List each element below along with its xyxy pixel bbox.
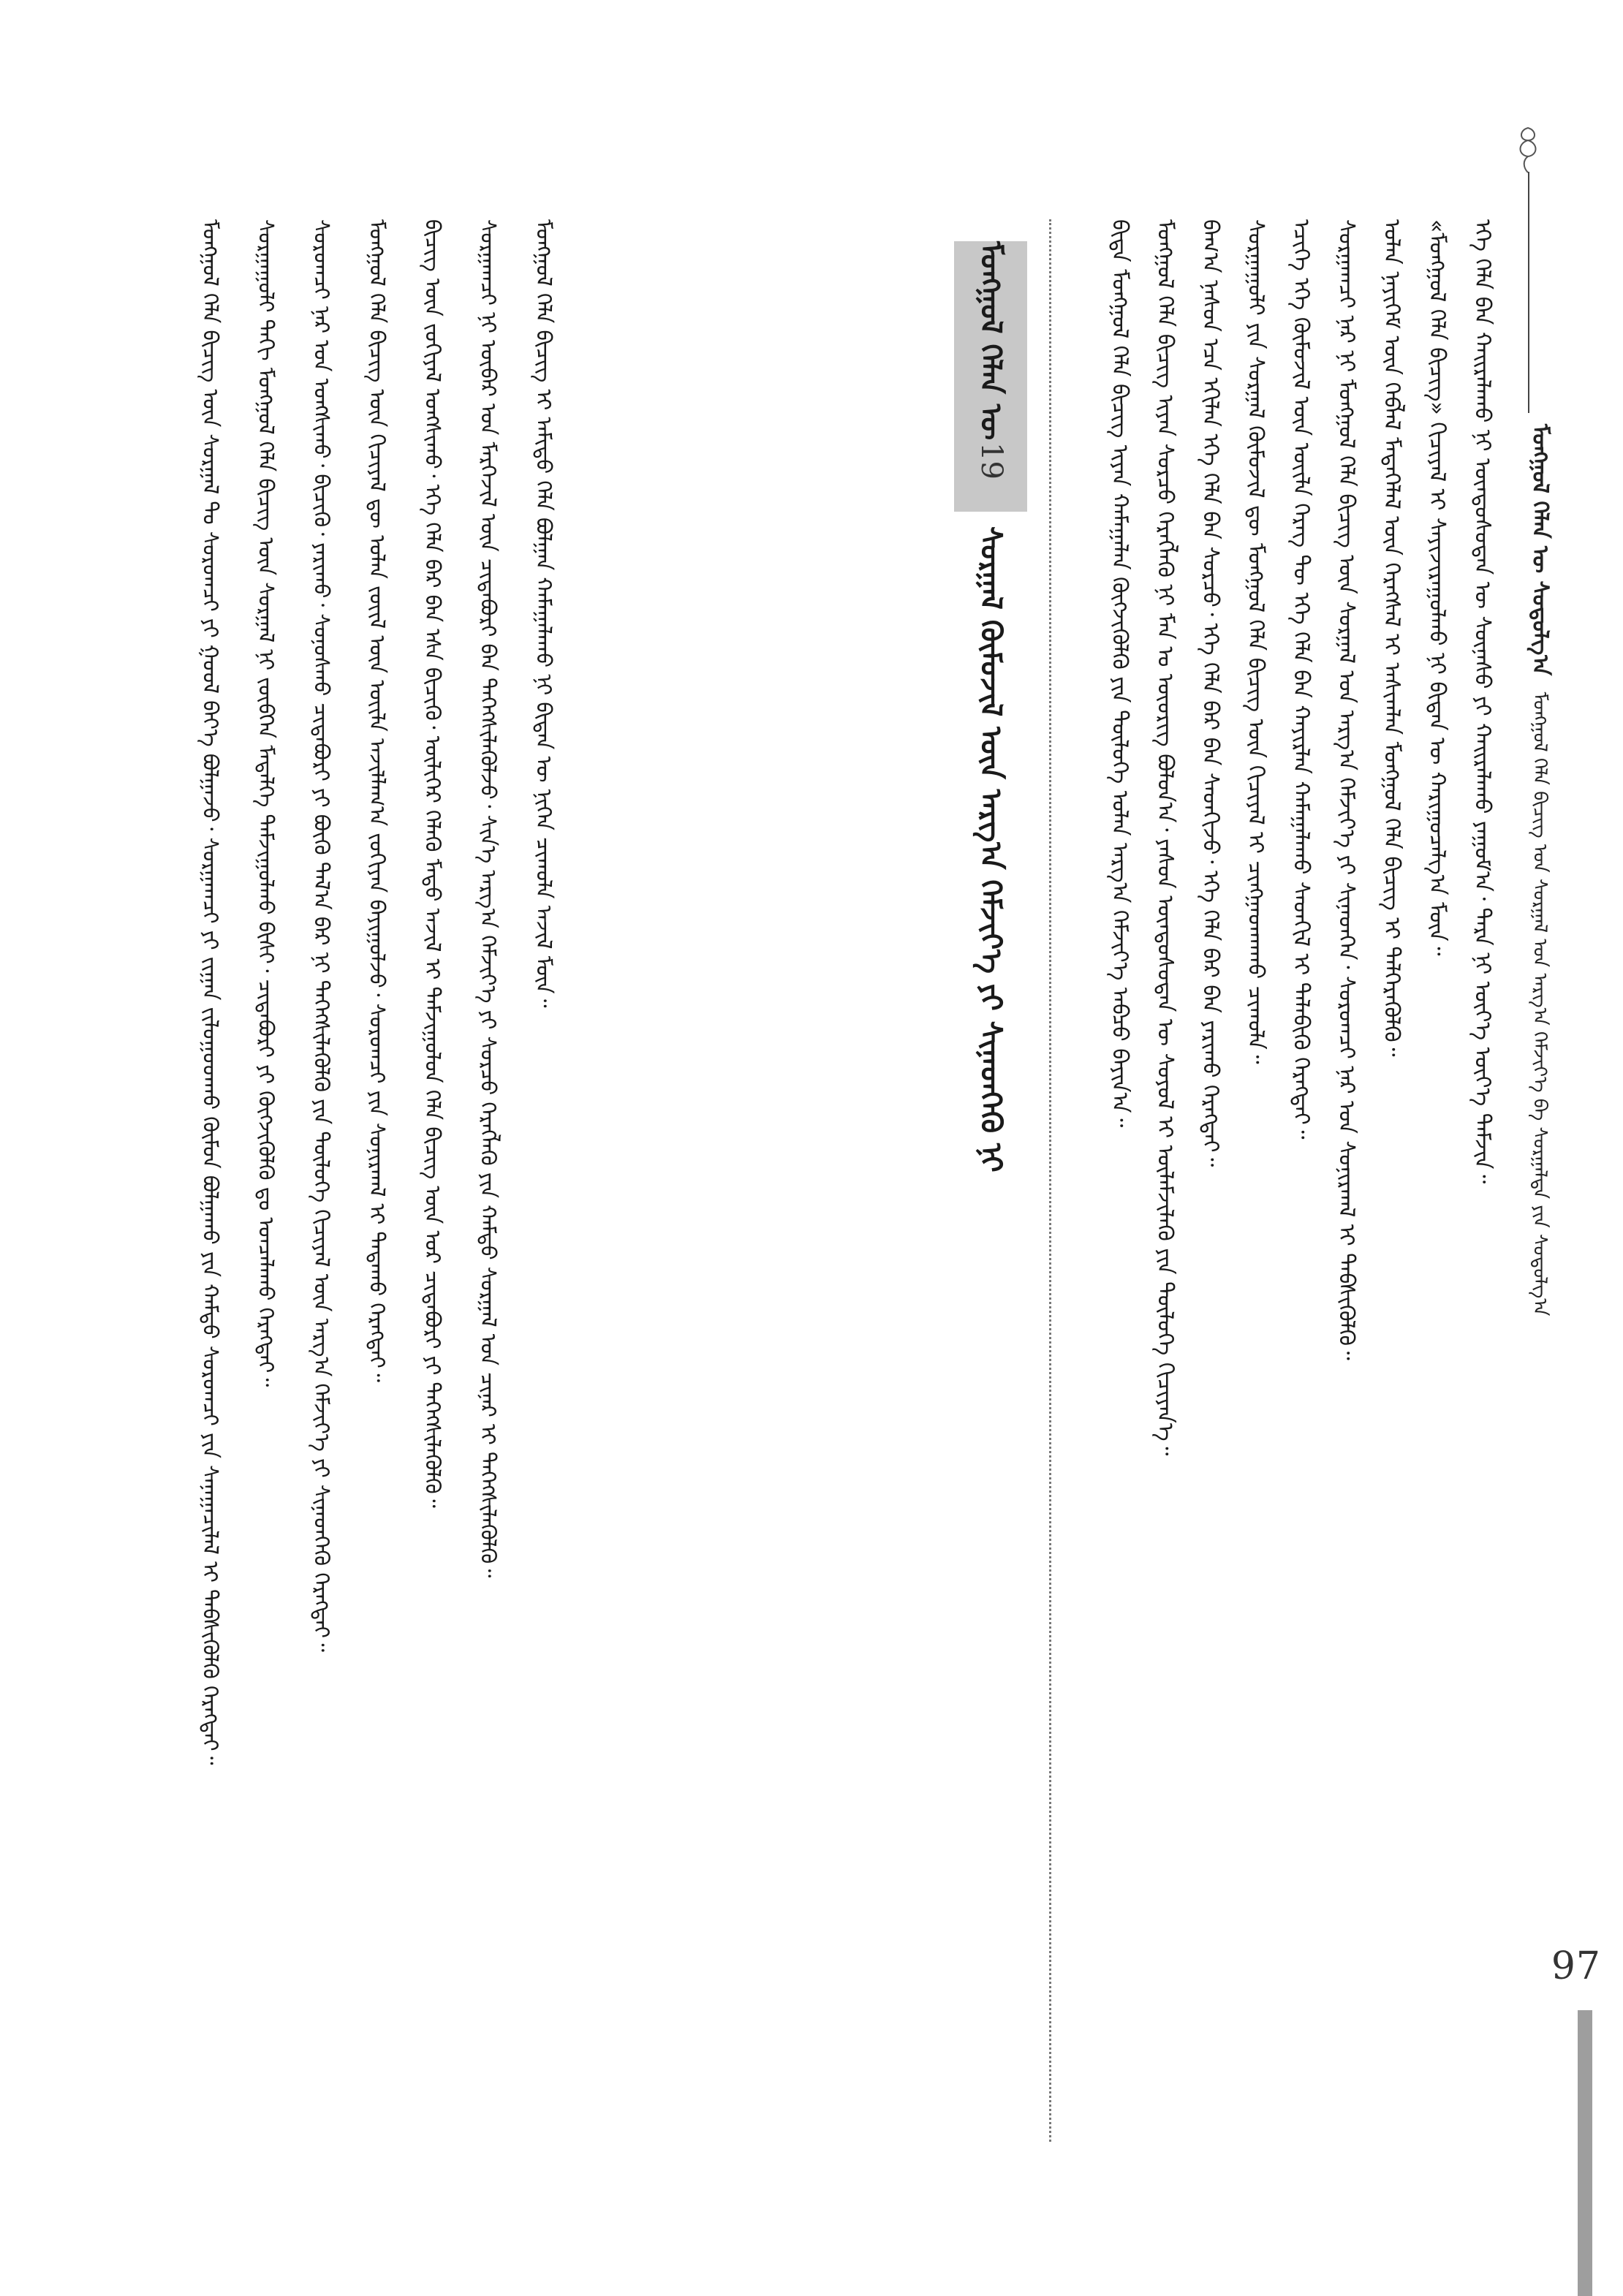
body-paragraph: ᠰᠤᠷᠤᠭᠴᠢ ᠨᠠᠷ ᠤᠨ ᠤᠩᠰᠢᠬᠤ᠂ ᠪᠢᠴᠢᠬᠦ᠂ ᠶᠠᠷᠢᠬᠤ᠂ ᠰᠣᠨᠣᠰᠬᠤ ᠴᠢᠳᠠᠪᠤᠷᠢ ᠶᠢ ᠪᠦᠬᠦ ᠲᠠᠯ᠎ᠠ ᠪᠡᠷ ᠨᠢ ᠳᠡᠭᠡᠭᠰᠢᠯᠡᠭᠦᠯᠬᠦ ᠶᠢᠨ ᠲᠥᠯᠦᠭᠡ ᠬᠢᠴᠢᠶᠡᠯ ᠦᠨ ᠠᠷᠭ᠎ᠠ ᠬᠡᠮᠵᠢᠶ᠎ᠡ ᠶᠢ ᠰᠢᠨᠡᠳᠬᠡᠬᠦ ᠬᠡᠷᠡᠭᠲᠡᠢ᠃ xyxy=(309,219,334,1652)
quote-line: ᠡᠬᠡ ᠬᠡᠯᠡ ᠪᠡᠨ ᠬᠠᠢᠷᠠᠯᠠᠬᠤ ᠨᠢ ᠦᠨᠳᠦᠰᠦᠲᠡᠨ ᠦ ᠰᠦᠨᠡᠰᠦ ᠶᠢ ᠬᠠᠢᠷᠠᠯᠠᠬᠤ ᠶᠠᠭᠤᠮ᠎ᠠ᠂ ᠲᠡᠷᠡ ᠨᠢ ᠦᠶ᠎ᠡ ᠦᠶ᠎ᠡ ᠳᠠᠮᠵᠢᠨ᠃ xyxy=(1469,219,1495,1184)
section-title-part1: ᠮᠣᠩᠭᠣᠯ ᠬᠡᠯᠡᠨ ᠦ xyxy=(974,241,1007,441)
running-header xyxy=(1526,424,1553,1316)
section-number: 19 xyxy=(975,442,1008,480)
body-paragraph: ᠮᠣᠩᠭᠣᠯ ᠬᠡᠯᠡ ᠪᠢᠴᠢᠭ ᠦᠨ ᠰᠤᠷᠭᠠᠯ ᠲᠤ ᠰᠤᠷᠤᠭᠴᠢ ᠶᠢ ᠭᠣᠣᠯ ᠪᠡᠶ᠎ᠡ ᠪᠣᠯᠭᠠᠵᠤ᠂ ᠰᠤᠷᠭᠠᠭᠴᠢ ᠶᠢ ᠵᠢᠭᠠᠨ ᠵᠢᠯᠣᠭᠣᠳᠬᠤ ᠬᠦᠮᠦᠨ ᠪᠣᠯᠭᠠᠬᠤ ᠶᠢᠨ ᠬᠠᠮᠲᠤ ᠰᠤᠷᠤᠭᠴᠢ ᠶᠢᠨ ᠰᠠᠨᠠᠭᠠᠴᠢᠯᠠᠯ ᠢ ᠳᠡᠪᠰᠢᠭᠦᠯᠬᠦ ᠬᠡᠷᠡᠭᠲᠡᠢ᠃ xyxy=(198,219,223,1765)
page-number: 97 xyxy=(1551,1944,1601,1988)
quote-line: ᠪᠠᠭ᠎ᠠ ᠨᠠᠰᠤᠨ ᠡᠴᠡ ᠡᠬᠢᠯᠡᠨ ᠡᠬᠡ ᠬᠡᠯᠡ ᠪᠡᠨ ᠰᠤᠷᠴᠤ᠂ ᠡᠬᠡ ᠬᠡᠯᠡ ᠪᠡᠷ ᠪᠡᠨ ᠰᠡᠳᠭᠢᠵᠦ᠂ ᠡᠬᠡ ᠬᠡᠯᠡ ᠪᠡᠷ ᠪᠡᠨ ᠶᠠᠷᠢᠬᠤ ᠬᠡᠷᠡᠭᠲᠡᠢ᠃ xyxy=(1198,219,1223,1167)
body-paragraph: ᠮᠣᠩᠭᠣᠯ ᠬᠡᠯᠡ ᠪᠢᠴᠢᠭ ᠦᠨ ᠬᠢᠴᠢᠶᠡᠯ ᠳᠦ ᠣᠯᠠᠨ ᠵᠦᠢᠯ ᠦᠨ ᠦᠢᠯᠡ ᠠᠵᠢᠯᠯᠠᠭ᠎ᠠ ᠵᠣᠬᠢᠶᠠᠨ ᠪᠠᠶᠢᠭᠤᠯᠵᠤ᠂ ᠰᠤᠷᠤᠭᠴᠢ ᠶᠢᠨ ᠰᠣᠨᠢᠷᠬᠠᠯ ᠢ ᠲᠠᠲᠠᠬᠤ ᠬᠡᠷᠡᠭᠲᠡᠢ᠃ xyxy=(365,219,390,1382)
quote-line: ᠮᠣᠩᠭᠣᠯ ᠬᠡᠯᠡ ᠪᠢᠴᠢᠭ ᠢᠶᠡᠨ ᠰᠤᠷᠴᠤ ᠬᠡᠷᠡᠭᠯᠡᠬᠦ ᠨᠢ ᠮᠠᠨ ᠤ ᠦᠦᠷᠢᠭ ᠪᠣᠯᠤᠨ᠎ᠠ᠂ ᠶᠠᠰᠤᠨ ᠦᠨᠳᠦᠰᠦᠲᠡᠨ ᠦ ᠰᠣᠶᠣᠯ ᠢ ᠦᠯᠡᠮᠵᠢᠯᠡᠬᠦ ᠶᠢᠨ ᠲᠥᠯᠦᠭᠡ ᠬᠢᠴᠢᠶᠡᠨ᠎ᠡ᠃ xyxy=(1152,219,1178,1456)
body-paragraph: ᠪᠢᠴᠢᠭ ᠦᠨ ᠵᠣᠬᠢᠶᠠᠯ ᠤᠩᠰᠢᠬᠤ᠂ ᠡᠬᠡ ᠬᠡᠯᠡ ᠪᠡᠷ ᠪᠡᠨ ᠡᠰᠡ ᠪᠢᠴᠢᠬᠦ᠂ ᠦᠯᠢᠭᠡᠷ ᠬᠡᠯᠡᠬᠦ ᠮᠡᠲᠦ ᠠᠵᠢᠯ ᠢ ᠳᠠᠮᠵᠢᠭᠤᠯᠤᠨ ᠬᠡᠯᠡ ᠪᠢᠴᠢᠭ ᠦᠨ ᠤᠷ ᠴᠢᠳᠠᠪᠤᠷᠢ ᠶᠢ ᠳᠡᠭᠡᠭᠰᠢᠯᠡᠭᠦᠯᠬᠦ᠃ xyxy=(420,219,445,1508)
section-heading xyxy=(954,241,1027,1250)
header-rule xyxy=(1528,172,1529,413)
section-title-part2: ᠰᠤᠷᠭᠠᠯ ᠬᠦᠮᠦᠵᠢᠯ ᠦᠨ ᠠᠷᠭ᠎ᠠ ᠬᠡᠮᠵᠢᠶ᠎ᠡ ᠶᠢ ᠰᠢᠨᠡᠳᠬᠡᠬᠦ ᠨᠢ xyxy=(974,526,1007,1172)
quote-line: ᠪᠢᠳᠡ ᠮᠣᠩᠭᠣᠯ ᠬᠡᠯᠡ ᠪᠢᠴᠢᠭ ᠢᠶᠡᠨ ᠬᠠᠮᠠᠭᠠᠯᠠᠨ ᠬᠥᠭᠵᠢᠭᠦᠯᠬᠦ ᠶᠢᠨ ᠲᠥᠯᠦᠭᠡ ᠣᠯᠠᠨ ᠠᠷᠭ᠎ᠠ ᠬᠡᠮᠵᠢᠶ᠎ᠡ ᠠᠪᠴᠤ ᠪᠠᠶᠢᠨ᠎ᠠ᠃ xyxy=(1107,219,1132,1128)
body-paragraph: ᠰᠤᠷᠭᠠᠭᠤᠯᠢ ᠳᠠᠬᠢ ᠮᠣᠩᠭᠣᠯ ᠬᠡᠯᠡ ᠪᠢᠴᠢᠭ ᠦᠨ ᠰᠤᠷᠭᠠᠯ ᠨᠢ ᠵᠥᠪᠬᠡᠨ ᠮᠡᠳᠡᠯᠭᠡ ᠳᠠᠮᠵᠢᠭᠤᠯᠬᠤ ᠪᠢᠰᠢ᠂ ᠴᠢᠳᠠᠪᠤᠷᠢ ᠶᠢ ᠬᠥᠭᠵᠢᠭᠦᠯᠬᠦ ᠳᠤ ᠣᠨᠴᠠᠯᠠᠬᠤ ᠬᠡᠷᠡᠭᠲᠡᠢ᠃ xyxy=(254,219,279,1387)
running-header-chapter: ᠮᠣᠩᠭᠣᠯ ᠬᠡᠯᠡᠨ ᠦ ᠰᠤᠳᠤᠯᠭ᠎ᠠ xyxy=(1527,424,1553,676)
quote-block xyxy=(1097,219,1495,2142)
quote-line: «ᠮᠣᠩᠭᠣᠯ ᠬᠡᠯᠡ ᠪᠢᠴᠢᠭ» ᠬᠢᠴᠢᠶᠡᠯ ᠢ ᠰᠠᠶᠢᠵᠢᠷᠠᠭᠤᠯᠬᠤ ᠨᠢ ᠪᠢᠳᠡᠨ ᠦ ᠬᠠᠷᠢᠭᠤᠴᠠᠯᠭ᠎ᠠ ᠮᠥᠨ᠃ xyxy=(1424,219,1450,956)
body-text xyxy=(183,219,855,2193)
quote-line: ᠰᠤᠷᠭᠠᠭᠴᠢ ᠨᠠᠷ ᠨᠢ ᠮᠣᠩᠭᠣᠯ ᠬᠡᠯᠡ ᠪᠢᠴᠢᠭ ᠦᠨ ᠰᠤᠷᠭᠠᠯ ᠤᠨ ᠠᠷᠭ᠎ᠠ ᠬᠡᠮᠵᠢᠶ᠎ᠡ ᠶᠢ ᠰᠢᠨᠡᠳᠬᠡᠨ᠂ ᠰᠤᠷᠤᠭᠴᠢ ᠨᠠᠷ ᠤᠨ ᠰᠣᠨᠢᠷᠬᠠᠯ ᠢ ᠳᠡᠪᠰᠢᠭᠦᠯᠬᠦ᠃ xyxy=(1333,219,1359,1360)
body-paragraph: ᠮᠣᠩᠭᠣᠯ ᠬᠡᠯᠡ ᠪᠢᠴᠢᠭ ᠢ ᠠᠮᠢᠳᠤ ᠬᠡᠯᠡ ᠪᠣᠯᠭᠠᠨ ᠬᠠᠮᠠᠭᠠᠯᠠᠬᠤ ᠨᠢ ᠪᠢᠳᠡᠨ ᠦ ᠨᠢᠭᠡᠨ ᠴᠢᠬᠤᠯᠠ ᠠᠵᠢᠯ ᠮᠥᠨ᠃ xyxy=(531,219,556,1008)
ornament-icon xyxy=(1513,124,1543,175)
page-edge-tab xyxy=(1578,2010,1592,2296)
section-title-continued xyxy=(961,526,1020,1250)
quote-line: ᠰᠤᠷᠭᠠᠭᠤᠯᠢ ᠶᠢᠨ ᠰᠤᠷᠭᠠᠯ ᠬᠦᠮᠦᠵᠢᠯ ᠳᠦ ᠮᠣᠩᠭᠣᠯ ᠬᠡᠯᠡ ᠪᠢᠴᠢᠭ ᠦᠨ ᠬᠢᠴᠢᠶᠡᠯ ᠢ ᠴᠢᠩᠭᠠᠳᠬᠠᠬᠤ ᠴᠢᠬᠤᠯᠠ᠃ xyxy=(1243,219,1268,1064)
dotted-divider xyxy=(1049,219,1051,2142)
body-paragraph: ᠰᠤᠷᠭᠠᠭᠴᠢ ᠨᠢ ᠥᠪᠡᠷ ᠤᠨ ᠮᠡᠷᠭᠡᠵᠢᠯ ᠦᠨ ᠴᠢᠳᠠᠪᠤᠷᠢ ᠪᠠᠨ ᠳᠡᠭᠡᠭᠰᠢᠯᠡᠭᠦᠯᠵᠦ᠂ ᠰᠢᠨ᠎ᠡ ᠠᠷᠭ᠎ᠠ ᠬᠡᠮᠵᠢᠶ᠎ᠡ ᠶᠢ ᠰᠤᠷᠴᠤ ᠬᠡᠷᠡᠭᠯᠡᠬᠦ ᠶᠢᠨ ᠬᠠᠮᠲᠤ ᠰᠤᠷᠭᠠᠯ ᠤᠨ ᠴᠢᠨᠠᠷ ᠢ ᠳᠡᠭᠡᠭᠰᠢᠯᠡᠭᠦᠯᠬᠦ᠃ xyxy=(476,219,501,1578)
quote-line: ᠣᠯᠠᠨ ᠨᠡᠶᠢᠭᠡᠮ ᠦᠨ ᠬᠡᠪᠯᠡᠯ ᠮᠡᠳᠡᠭᠡᠯᠡᠯ ᠦᠨ ᠬᠡᠷᠡᠭᠰᠡᠯ ᠢ ᠠᠰᠢᠭᠯᠠᠨ ᠮᠣᠩᠭᠣᠯ ᠬᠡᠯᠡ ᠪᠢᠴᠢᠭ ᠢ ᠳᠡᠯᠭᠡᠷᠡᠭᠦᠯᠬᠦ᠃ xyxy=(1379,219,1404,1057)
quote-line: ᠡᠴᠢᠭᠡ ᠡᠬᠡ ᠬᠦᠮᠦᠵᠢᠯ ᠦᠨ ᠦᠢᠯᠡ ᠬᠡᠷᠡᠭ ᠲᠦ ᠡᠬᠡ ᠬᠡᠯᠡ ᠪᠡᠨ ᠬᠠᠶᠢᠷᠯᠠᠨ ᠬᠠᠮᠠᠭᠠᠯᠠᠬᠤ ᠰᠡᠳᠬᠢᠯ ᠢ ᠲᠡᠯᠡᠪᠢᠬᠦ ᠬᠡᠷᠡᠭᠲᠡᠢ᠃ xyxy=(1288,219,1314,1140)
running-header-subtitle: ᠮᠣᠩᠭᠣᠯ ᠬᠡᠯᠡ ᠪᠢᠴᠢᠭ ᠤᠨ ᠰᠤᠷᠭᠠᠯ ᠤᠨ ᠠᠷᠭ᠎ᠠ ᠬᠡᠮᠵᠢᠶ᠎ᠡ ᠪᠠ ᠰᠤᠷᠭᠠᠯᠲᠠ ᠶᠢᠨ ᠰᠤᠳᠤᠯᠭ᠎ᠠ xyxy=(1529,692,1551,1316)
